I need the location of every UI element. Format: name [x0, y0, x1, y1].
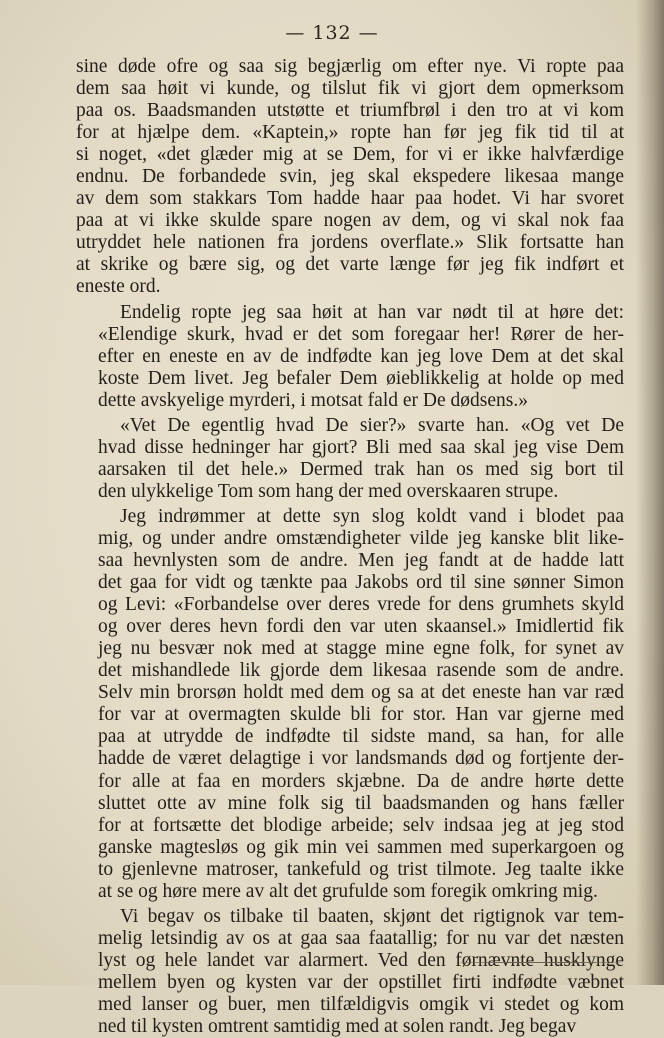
text-line: efter en eneste en av de indfødte kan jeg love Dem at det skal	[98, 345, 624, 367]
text-line: utryddet hele nationen fra jordens overflate.» Slik fortsatte han	[76, 232, 624, 254]
text-line: koste Dem livet. Jeg befaler Dem øieblikkelig at holde op med	[98, 367, 624, 389]
text-line: og Levi: «Forbandelse over deres vrede for dens grumhets skyld	[98, 594, 624, 616]
page-number: — 132 —	[285, 22, 379, 44]
text-line: at skrike og bære sig, og det varte længe før jeg fik indført et	[76, 254, 624, 276]
text-line: den ulykkelige Tom som hang der med overskaaren strupe.	[98, 480, 559, 502]
text-line: hadde de været delagtige i vor landsmands død og fortjente der-	[98, 748, 624, 770]
text-line: aarsaken til det hele.» Dermed trak han os med sig bort til	[98, 458, 624, 480]
text-line: Vi begav os tilbake til baaten, skjønt det rigtignok var tem-	[120, 905, 624, 927]
text-line: eneste ord.	[76, 276, 161, 298]
text-line: dem saa høit vi kunde, og tilslut fik vi gjort dem opmerksom	[76, 78, 624, 100]
text-line: og over deres hevn fordi den var uten skaansel.» Imidlertid fik	[98, 616, 624, 638]
text-line: melig letsindig av os at gaa saa faatallig; for nu var det næsten	[98, 927, 624, 949]
text-line: med lanser og buer, men tilfældigvis omgik vi stedet og kom	[98, 993, 624, 1015]
paragraph	[76, 506, 624, 903]
body-text	[76, 56, 624, 1038]
text-line: det gaa for vidt og tænkte paa Jakobs ord til sine sønner Simon	[98, 572, 624, 594]
paragraph	[76, 415, 624, 503]
paragraph	[76, 302, 624, 412]
text-line: sine døde ofre og saa sig begjærlig om efter nye. Vi ropte paa	[76, 56, 624, 77]
text-line: «Elendige skurk, hvad er det som foregaar her! Rører de her-	[98, 323, 624, 345]
text-line: Jeg indrømmer at dette syn slog koldt vand i blodet paa	[120, 505, 624, 527]
text-line: sluttet otte av mine folk sig til baadsmanden og hans fæller	[98, 792, 624, 814]
page-bottom-curve	[455, 962, 625, 965]
text-line: Endelig ropte jeg saa høit at han var nødt til at høre det:	[120, 301, 624, 323]
text-line: paa at utrydde de indfødte til sidste mand, sa han, for alle	[98, 726, 624, 748]
text-line: lyst og hele landet var alarmert. Ved den førnævnte husklynge	[98, 949, 624, 971]
text-line: ganske magtesløs og gik min vei sammen med superkargoen og	[98, 836, 624, 858]
text-line: dette avskyelige myrderi, i motsat fald er De dødsens.»	[98, 389, 528, 411]
text-line: saa hevnlysten som de andre. Men jeg fandt at de hadde latt	[98, 550, 624, 572]
text-line: for alle at faa en morders skjæbne. Da de andre hørte dette	[98, 770, 624, 792]
paragraph	[76, 906, 624, 1038]
text-line: «Vet De egentlig hvad De sier?» svarte han. «Og vet De	[120, 414, 624, 436]
text-line: Selv min brorsøn holdt med dem og sa at det eneste han var ræd	[98, 682, 624, 704]
text-line: to gjenlevne matroser, tankefuld og trist tilmote. Jeg taalte ikke	[98, 858, 624, 880]
text-line: at se og høre mere av alt det grufulde som foregik omkring mig.	[98, 880, 598, 902]
text-line: det mishandlede lik gjorde dem likesaa rasende som de andre.	[98, 660, 624, 682]
text-line: for at hjælpe dem. «Kaptein,» ropte han før jeg fik tid til at	[76, 122, 624, 144]
text-line: av dem som stakkars Tom hadde haar paa hodet. Vi har svoret	[76, 188, 624, 210]
text-line: for at fortsætte det blodige arbeide; selv indsaa jeg at jeg stod	[98, 814, 624, 836]
text-line: si noget, «det glæder mig at se Dem, for vi er ikke halvfærdige	[76, 144, 624, 166]
page-edge-shadow	[636, 0, 664, 985]
text-line: hvad disse hedninger har gjort? Bli med saa skal jeg vise Dem	[98, 436, 624, 458]
text-line: for var at overmagten skulde bli for stor. Han var gjerne med	[98, 704, 624, 726]
text-line: paa os. Baadsmanden utstøtte et triumfbrøl i den tro at vi kom	[76, 100, 624, 122]
text-line: endnu. De forbandede svin, jeg skal ekspedere likesaa mange	[76, 166, 624, 188]
text-line: paa at vi ikke skulde spare nogen av dem, og vi skal nok faa	[76, 210, 624, 232]
text-line: mig, og under andre omstændigheter vilde jeg kanske blit like-	[98, 527, 624, 549]
text-line: mellem byen og kysten var der opstillet firti indfødte væbnet	[98, 971, 624, 993]
text-line: jeg nu besvær nok med at stagge mine egne folk, for synet av	[98, 638, 624, 660]
text-line: ned til kysten omtrent samtidig med at solen randt. Jeg begav	[98, 1016, 577, 1038]
paragraph	[76, 56, 624, 299]
